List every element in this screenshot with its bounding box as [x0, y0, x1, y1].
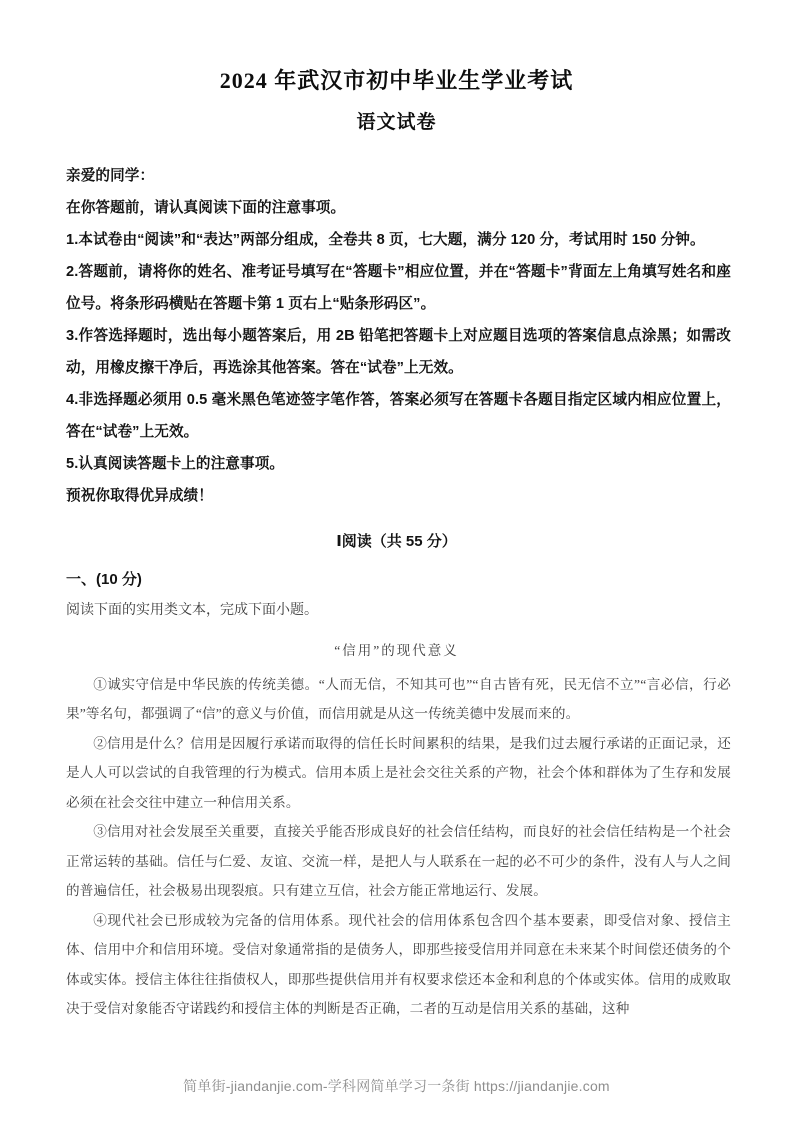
notice-lead: 在你答题前，请认真阅读下面的注意事项。 — [66, 199, 346, 216]
section-instruction: 阅读下面的实用类文本，完成下面小题。 — [66, 602, 318, 618]
notice-item-4: 4.非选择题必须用 0.5 毫米黑色笔迹签字笔作答，答案必须写在答题卡各题目指定区域内相应位置上，答在“试卷”上无效。 — [66, 391, 731, 440]
footer-watermark: 简单街-jiandanjie.com-学科网简单学习一条街 https://jiandanjie.com — [183, 1078, 610, 1094]
article-paragraph-4: ④现代社会已形成较为完备的信用体系。现代社会的信用体系包含四个基本要素，即受信对象、授信主体、信用中介和信用环境。受信对象通常指的是债务人，即那些接受信用并同意在未来某个时间偿还债务的个体或实体。授信主体往往指债权人，即那些提供信用并有权要求偿还本金和利息的个体或实体。信用的成败取决于受信对象能否守诺践约和授信主体的判断是否正确，二者的互动是信用关系的基础，这种 — [66, 912, 731, 1016]
article-paragraph-2: ②信用是什么？信用是因履行承诺而取得的信任长时间累积的结果，是我们过去履行承诺的正面记录，还是人人可以尝试的自我管理的行为模式。信用本质上是社会交往关系的产物，社会个体和群体为了生存和发展必须在社会交往中建立一种信用关系。 — [66, 735, 731, 810]
notice-greeting: 亲爱的同学： — [66, 167, 155, 184]
notice-item-2: 2.答题前，请将你的姓名、准考证号填写在“答题卡”相应位置，并在“答题卡”背面左上角填写姓名和座位号。将条形码横贴在答题卡第 1 页右上“贴条形码区”。 — [66, 263, 731, 312]
notice-item-5: 5.认真阅读答题卡上的注意事项。 — [66, 455, 285, 472]
section-number: 一、(10 分) — [66, 570, 142, 588]
article-body — [0, 666, 793, 1024]
notice-block — [0, 138, 793, 512]
part-heading: Ⅰ阅读（共 55 分） — [336, 532, 457, 550]
notice-item-3: 3.作答选择题时，选出每小题答案后，用 2B 铅笔把答题卡上对应题目选项的答案信息点涂黑；如需改动，用橡皮擦干净后，再选涂其他答案。答在“试卷”上无效。 — [66, 327, 731, 376]
article-paragraph-3: ③信用对社会发展至关重要，直接关乎能否形成良好的社会信任结构，而良好的社会信任结构是一个社会正常运转的基础。信任与仁爱、友谊、交流一样，是把人与人联系在一起的必不可少的条件，没有人与人之间的普遍信任，社会极易出现裂痕。只有建立互信，社会方能正常地运行、发展。 — [66, 824, 731, 898]
page-subtitle: 语文试卷 — [356, 112, 437, 133]
article-title: “信用”的现代意义 — [334, 642, 459, 658]
page-title: 2024 年武汉市初中毕业生学业考试 — [219, 68, 574, 93]
notice-item-1: 1.本试卷由“阅读”和“表达”两部分组成，全卷共 8 页，七大题，满分 120 分，考试用时 150 分钟。 — [66, 231, 705, 248]
notice-closing: 预祝你取得优异成绩！ — [66, 487, 213, 504]
article-paragraph-1: ①诚实守信是中华民族的传统美德。“人而无信，不知其可也”“自古皆有死，民无信不立”“言必信，行必果”等名句，都强调了“信”的意义与价值，而信用就是从这一传统美德中发展而来的。 — [66, 676, 731, 721]
